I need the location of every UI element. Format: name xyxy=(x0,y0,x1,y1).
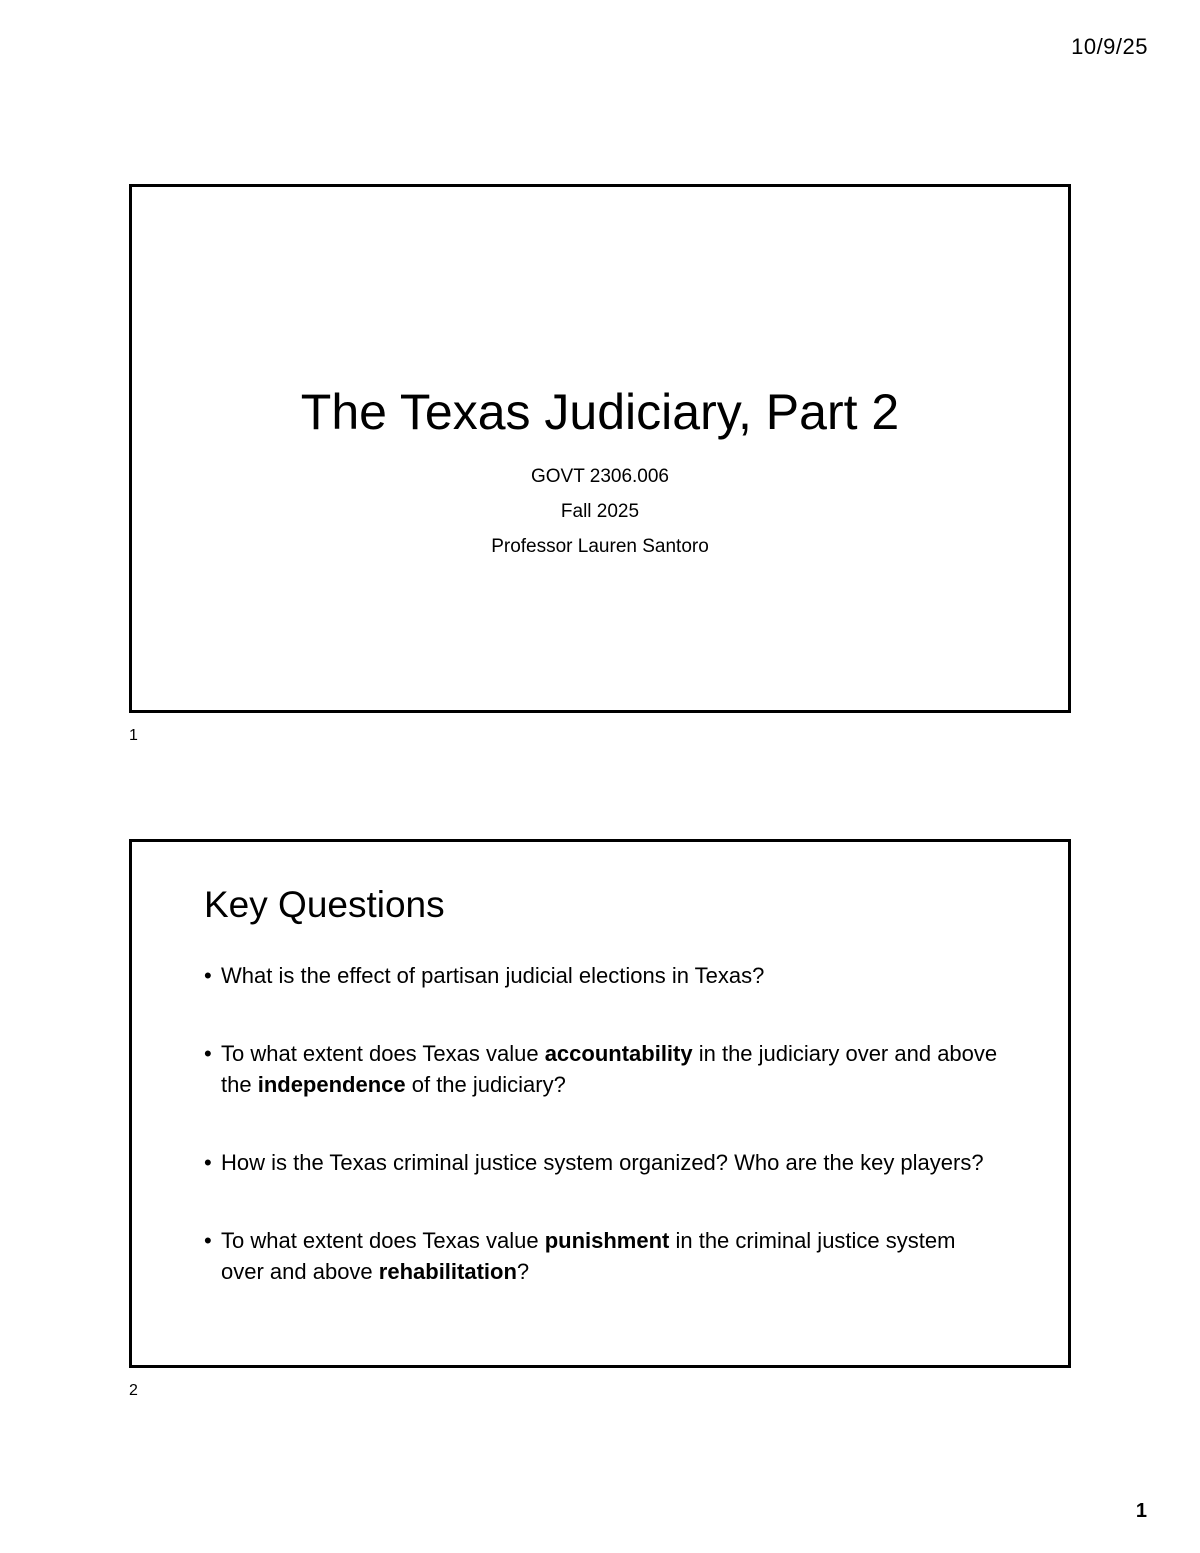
list-item xyxy=(204,1147,998,1178)
course-code: GOVT 2306.006 xyxy=(530,466,670,487)
page-date: 10/9/25 xyxy=(1071,34,1148,59)
bullet-icon: • xyxy=(204,963,212,988)
slide-number-1: 1 xyxy=(129,727,138,744)
list-item xyxy=(204,1225,998,1287)
title-block xyxy=(132,384,1068,564)
bullet-icon: • xyxy=(204,1150,212,1175)
bullet-text: of the judiciary? xyxy=(405,1072,566,1097)
slide-2 xyxy=(129,839,1071,1368)
bullet-icon: • xyxy=(204,1041,212,1066)
bullet-text: What is the effect of partisan judicial elections in Texas? xyxy=(221,963,765,988)
slide-number-2: 2 xyxy=(129,1382,138,1399)
emphasis-text: punishment xyxy=(544,1228,670,1253)
list-item xyxy=(204,960,998,991)
bullet-text: in the judiciary over and above the xyxy=(221,1041,998,1097)
emphasis-text: rehabilitation xyxy=(378,1259,517,1284)
emphasis-text: independence xyxy=(257,1072,406,1097)
professor-name: Professor Lauren Santoro xyxy=(491,536,709,557)
emphasis-text: accountability xyxy=(544,1041,693,1066)
term: Fall 2025 xyxy=(560,501,640,522)
bullet-text: How is the Texas criminal justice system organized? Who are the key players? xyxy=(221,1150,984,1175)
bullet-text: in the criminal justice system over and above xyxy=(221,1228,956,1284)
bullet-icon: • xyxy=(204,1228,212,1253)
bullet-text: To what extent does Texas value xyxy=(221,1228,545,1253)
slide-1 xyxy=(129,184,1071,713)
slide-title: Key Questions xyxy=(204,884,445,925)
list-item xyxy=(204,1038,998,1100)
key-questions-list xyxy=(204,960,998,1334)
slide-title: The Texas Judiciary, Part 2 xyxy=(300,384,900,440)
bullet-text: ? xyxy=(516,1259,530,1284)
bullet-text: To what extent does Texas value xyxy=(221,1041,545,1066)
page-number: 1 xyxy=(1135,1500,1147,1522)
